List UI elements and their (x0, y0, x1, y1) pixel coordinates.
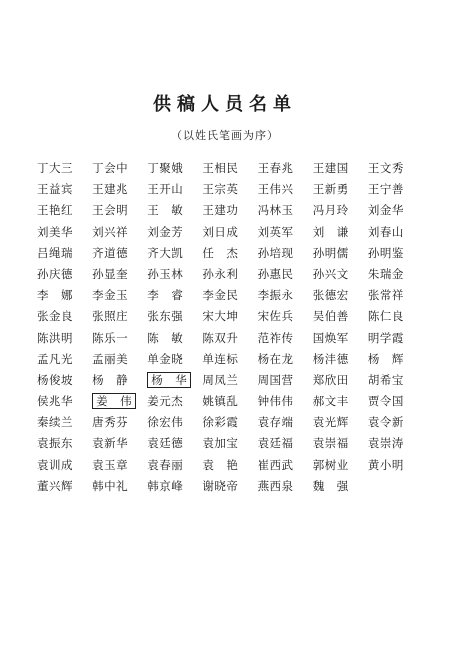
contributor-name: 孙明儒 (312, 245, 349, 260)
contributor-name: 崔西武 (257, 457, 294, 472)
contributor-name: 刘金华 (367, 203, 404, 218)
contributor-name: 刘日成 (202, 224, 239, 239)
contributor-name: 张东强 (147, 309, 184, 324)
contributor-name: 王新勇 (312, 182, 349, 197)
contributor-name: 魏 强 (312, 478, 349, 493)
contributor-name: 胡希宝 (367, 372, 404, 387)
contributor-name: 王开山 (147, 182, 184, 197)
contributor-name: 王宁善 (367, 182, 404, 197)
contributor-name: 董兴辉 (37, 478, 73, 493)
contributor-name: 贾令国 (367, 394, 404, 409)
contributor-name: 陈 敏 (147, 330, 184, 345)
contributor-name: 朱瑞金 (367, 266, 404, 281)
contributor-name: 王伟兴 (257, 182, 294, 197)
contributor-name: 杨俊坡 (37, 372, 73, 387)
page-title: 供稿人员名单 (153, 94, 297, 115)
contributor-name: 王 敏 (147, 203, 184, 218)
contributor-name: 韩京峰 (147, 478, 184, 493)
contributor-name: 杨 静 (92, 372, 129, 387)
contributor-name: 王建兆 (92, 182, 129, 197)
name-list (34, 158, 420, 497)
contributor-name: 王艳红 (37, 203, 73, 218)
contributor-name: 王文秀 (367, 161, 404, 175)
contributor-name: 王建国 (312, 161, 349, 175)
contributor-name: 袁崇涛 (367, 436, 404, 451)
contributor-name: 孙惠民 (257, 266, 294, 281)
contributor-name: 王春兆 (257, 161, 294, 175)
contributor-name: 王宗英 (202, 182, 239, 197)
contributor-name: 张金良 (37, 309, 73, 324)
contributor-name: 丁大三 (37, 161, 73, 175)
contributor-name: 燕西泉 (257, 478, 294, 493)
contributor-name: 袁存端 (257, 415, 294, 430)
contributor-name: 唐秀芬 (92, 415, 129, 430)
contributor-name: 刘美华 (37, 224, 73, 239)
contributor-name: 王相民 (202, 161, 239, 175)
contributor-name: 孙明鉴 (367, 245, 404, 260)
contributor-name: 李金民 (202, 288, 239, 303)
contributor-name: 任 杰 (202, 245, 239, 260)
contributor-name: 侯兆华 (37, 394, 73, 409)
contributor-name: 孟凡光 (37, 351, 73, 366)
contributor-name: 刘兴祥 (92, 224, 129, 239)
contributor-name: 徐宏伟 (147, 415, 184, 430)
contributor-name: 国焕军 (312, 330, 349, 345)
contributor-name: 宋佐兵 (257, 309, 294, 324)
contributor-name: 孙玉林 (147, 266, 184, 281)
contributor-name: 李金玉 (92, 288, 129, 303)
contributor-name: 张照庄 (92, 309, 129, 324)
contributor-name: 袁廷福 (257, 436, 294, 451)
contributor-name: 明学霞 (367, 330, 404, 345)
contributor-name: 孙显奎 (92, 266, 129, 281)
contributor-name: 姜 伟 (89, 391, 144, 412)
contributor-name: 单金晓 (147, 351, 184, 366)
contributor-name: 姚镇乱 (202, 394, 239, 409)
contributor-name: 周凤兰 (202, 372, 239, 387)
contributor-name: 陈双升 (202, 330, 239, 345)
contributor-name: 袁训成 (37, 457, 73, 472)
contributor-name: 袁崇福 (312, 436, 349, 451)
contributor-name: 丁聚娥 (147, 161, 184, 175)
contributor-name: 丁会中 (92, 161, 129, 175)
page-subtitle: （以姓氏笔画为序） (171, 129, 279, 142)
contributor-name: 杨沣德 (312, 351, 349, 366)
contributor-name: 宋大坤 (202, 309, 239, 324)
contributor-name: 吴伯善 (312, 309, 349, 324)
contributor-name: 陈乐一 (92, 330, 129, 345)
contributor-name: 刘 谦 (312, 224, 349, 239)
contributor-name: 韩中礼 (92, 478, 129, 493)
contributor-name: 李 娜 (37, 288, 73, 303)
contributor-name: 孙庆德 (37, 266, 73, 281)
contributor-name: 李振永 (257, 288, 294, 303)
contributor-name: 郑欣田 (312, 372, 349, 387)
contributor-name: 袁春丽 (147, 457, 184, 472)
contributor-name: 孙兴文 (312, 266, 349, 281)
contributor-name: 郝文丰 (312, 394, 349, 409)
contributor-name (365, 476, 420, 497)
contributor-name: 徐彩霞 (202, 415, 239, 430)
contributor-name: 刘春山 (367, 224, 404, 239)
contributor-name: 袁玉章 (92, 457, 129, 472)
contributor-name: 秦续兰 (37, 415, 73, 430)
contributor-name: 张常祥 (367, 288, 404, 303)
contributor-name: 王会明 (92, 203, 129, 218)
contributor-name: 孙永利 (202, 266, 239, 281)
contributor-name: 袁振东 (37, 436, 73, 451)
contributor-name: 孙培现 (257, 245, 294, 260)
contributor-name: 周国营 (257, 372, 294, 387)
contributor-name: 杨在龙 (257, 351, 294, 366)
contributor-name: 姜元杰 (147, 394, 184, 409)
contributor-name: 郭树业 (312, 457, 349, 472)
contributor-name: 吕绳瑞 (37, 245, 73, 260)
contributor-name: 袁廷德 (147, 436, 184, 451)
contributor-name: 陈洪明 (37, 330, 73, 345)
contributor-name: 孟丽美 (92, 351, 129, 366)
contributor-name: 王益宾 (37, 182, 73, 197)
contributor-name: 杨 华 (144, 370, 199, 391)
contributor-name: 陈仁良 (367, 309, 404, 324)
contributor-name: 冯林玉 (257, 203, 294, 218)
contributor-name: 冯月玲 (312, 203, 349, 218)
contributor-name: 袁 艳 (202, 457, 239, 472)
contributor-name: 袁新华 (92, 436, 129, 451)
contributor-name: 单连标 (202, 351, 239, 366)
contributor-name: 谢晓帝 (202, 478, 239, 493)
contributor-name: 钟伟伟 (257, 394, 294, 409)
contributor-name: 齐大凯 (147, 245, 184, 260)
contributor-name: 范祚传 (257, 330, 294, 345)
contributor-name: 齐道德 (92, 245, 129, 260)
contributor-name: 袁令新 (367, 415, 404, 430)
contributor-name: 张德宏 (312, 288, 349, 303)
contributor-name: 袁加宝 (202, 436, 239, 451)
contributor-name: 黄小明 (367, 457, 404, 472)
contributor-name: 刘金芳 (147, 224, 184, 239)
contributor-name: 李 睿 (147, 288, 184, 303)
contributor-name: 王建功 (202, 203, 239, 218)
contributor-name: 袁光辉 (312, 415, 349, 430)
contributor-name: 刘英军 (257, 224, 294, 239)
contributor-name: 杨 辉 (367, 351, 404, 366)
